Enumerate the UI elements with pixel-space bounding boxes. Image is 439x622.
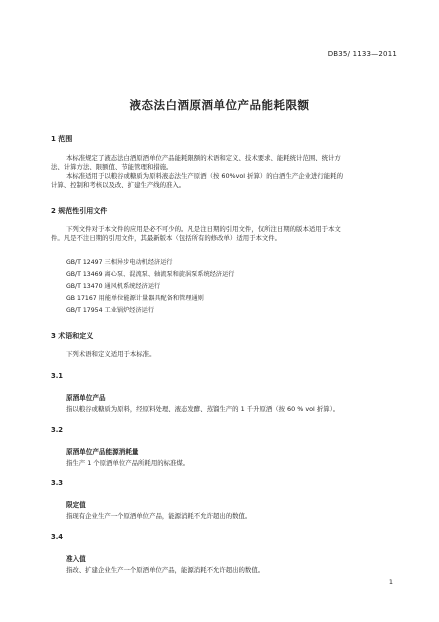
section-1-para2-line2: 计算、控制和考核以及改、扩建生产线的准入。 — [51, 181, 186, 189]
section-1-heading: 1 范围 — [51, 135, 73, 143]
term-name: 原酒单位产品 — [66, 394, 106, 402]
section-2-para-line2: 件。凡是不注日期的引用文件，其最新版本（包括所有的修改单）适用于本文件。 — [51, 234, 282, 242]
section-2-para-line1: 下列文件对于本文件的应用是必不可少的。凡是注日期的引用文件，仅所注日期的版本适用于本文 — [66, 225, 341, 233]
section-2-heading: 2 规范性引用文件 — [51, 207, 108, 215]
term-definition: 指现有企业生产一个原酒单位产品，能源消耗不允许超出的数值。 — [66, 512, 252, 520]
section-3-intro: 下列术语和定义适用于本标准。 — [66, 350, 156, 358]
reference-item: GB 17167 用能单位能源计量器具配备和管理通则 — [66, 295, 204, 302]
term-number: 3.3 — [51, 479, 64, 487]
section-1-para1-line1: 本标准规定了液态法白酒原酒单位产品能耗限额的术语和定义、技术要求、能耗统计范围、统计方 — [66, 154, 341, 162]
document-code: DB35/ 1133—2011 — [327, 50, 397, 58]
term-definition: 指生产 1 个原酒单位产品所耗用的标准煤。 — [66, 459, 190, 467]
reference-item: GB/T 12497 三相异步电动机经济运行 — [66, 259, 173, 266]
section-3-heading: 3 术语和定义 — [51, 332, 94, 340]
reference-item: GB/T 13469 离心泵、混流泵、轴流泵和旋涡泵系统经济运行 — [66, 271, 235, 278]
reference-item: GB/T 17954 工业锅炉经济运行 — [66, 307, 155, 314]
reference-item: GB/T 13470 通风机系统经济运行 — [66, 283, 161, 290]
section-1-para1-line2: 法、计算方法、限额值、节能管理和措施。 — [51, 163, 173, 171]
term-number: 3.1 — [51, 372, 64, 380]
section-1-para2-line1: 本标准适用于以粮谷或糖质为原料液态法生产原酒（按 60%vol 折算）的白酒生产企业进行能耗的 — [66, 172, 343, 180]
term-number: 3.4 — [51, 533, 64, 541]
document-title: 液态法白酒原酒单位产品能耗限额 — [129, 98, 310, 112]
term-number: 3.2 — [51, 426, 64, 434]
term-definition: 指以粮谷或糖质为原料，经原料处理、液态发酵、蒸馏生产的 1 千升原酒（按 60 % vol 折算）。 — [66, 405, 340, 413]
term-name: 限定值 — [66, 501, 86, 509]
term-name: 准入值 — [66, 555, 86, 563]
term-definition: 指改、扩建企业生产一个原酒单位产品，能源消耗不允许超出的数值。 — [66, 566, 265, 574]
term-name: 原酒单位产品能源消耗量 — [66, 448, 139, 456]
page-number: 1 — [388, 578, 393, 586]
